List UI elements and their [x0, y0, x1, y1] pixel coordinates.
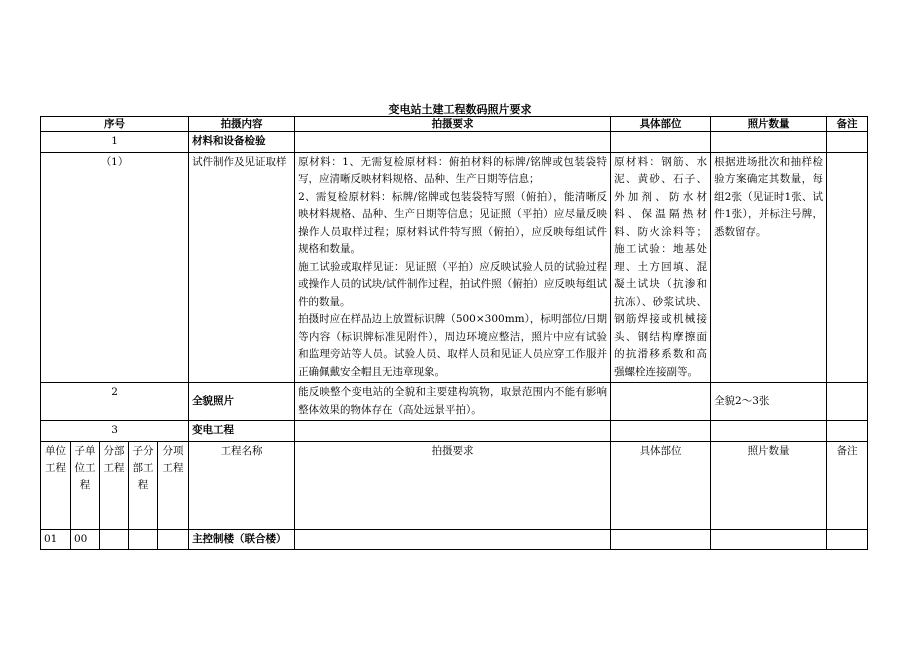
- row-remarks: [827, 152, 868, 383]
- table-header-row: [41, 117, 868, 132]
- row-unit: 01: [41, 529, 71, 550]
- sub-header-location: 具体部位: [611, 441, 711, 529]
- requirement-paragraph: 2、需复检原材料：标牌/铭牌或包装袋特写照（俯拍），能清晰反映材料规格、品种、生产日期等信息；见证照（平拍）应尽量反映操作人员取样过程；原材料试件特写照（俯拍），应反映每组试件规格和数量。: [298, 190, 608, 255]
- header-seq: 序号: [41, 117, 189, 132]
- row-requirements: [295, 421, 611, 442]
- sub-header-requirements: 拍摄要求: [295, 441, 611, 529]
- document-title: 变电站土建工程数码照片要求: [388, 103, 532, 116]
- requirement-paragraph: 拍摄时应在样品边上放置标识牌（500×300mm），标明部位/日期等内容（标识牌标准见附件），周边环境应整洁，照片中应有试验和监理旁站等人员。试验人员、取样人员和见证人员应穿工作服并正确佩戴安全帽且无违章现象。: [298, 313, 608, 378]
- sub-header-division: 分部工程: [100, 441, 129, 529]
- row-quantity: [711, 529, 827, 550]
- header-content: 拍摄内容: [189, 117, 295, 132]
- row-remarks: [827, 421, 868, 442]
- row-content: 材料和设备检验: [189, 132, 295, 153]
- sub-header-sub-unit: 子单位工程: [71, 441, 100, 529]
- row-remarks: [827, 529, 868, 550]
- table-row-1-1: [41, 152, 868, 383]
- header-location: 具体部位: [611, 117, 711, 132]
- sub-header-remarks: 备注: [827, 441, 868, 529]
- table-row-01: [41, 529, 868, 550]
- row-content: 变电工程: [189, 421, 295, 442]
- requirement-paragraph: 原材料：1、无需复检原材料：俯拍材料的标牌/铭牌或包装袋特写，应清晰反映材料规格、品种、生产日期等信息；: [298, 155, 608, 185]
- row-requirements: 能反映整个变电站的全貌和主要建构筑物，取景范围内不能有影响整体效果的物体存在（高处远景平拍）。: [295, 383, 611, 421]
- row-location: 原材料：钢筋、水泥、黄砂、石子、外加剂、防水材料、保温隔热材料、防火涂料等；施工试验：地基处理、土方回填、混凝土试块（抗渗和抗冻）、砂浆试块、钢筋焊接或机械接头、钢结构摩擦面的抗滑移系数和高强螺栓连接副等。: [611, 152, 711, 383]
- row-content: 试件制作及见证取样: [189, 152, 295, 383]
- sub-header-quantity: 照片数量: [711, 441, 827, 529]
- row-remarks: [827, 132, 868, 153]
- row-location: [611, 383, 711, 421]
- table-row-1: [41, 132, 868, 153]
- row-requirements: [295, 529, 611, 550]
- table-row-2: [41, 383, 868, 421]
- sub-header-row: [41, 441, 868, 529]
- row-seq: 1: [41, 132, 189, 153]
- row-division: [100, 529, 129, 550]
- table-row-3: [41, 421, 868, 442]
- row-quantity: [711, 421, 827, 442]
- sub-header-unit: 单位工程: [41, 441, 71, 529]
- sub-header-name: 工程名称: [189, 441, 295, 529]
- row-sub-division: [129, 529, 158, 550]
- row-quantity: 根据进场批次和抽样检验方案确定其数量，每组2张（见证时1张、试件1张），并标注号牌，悉数留存。: [711, 152, 827, 383]
- row-seq: 3: [41, 421, 189, 442]
- header-requirements: 拍摄要求: [295, 117, 611, 132]
- sub-header-sub-division: 子分部工程: [129, 441, 158, 529]
- row-quantity: 全貌2～3张: [711, 383, 827, 421]
- photo-requirements-table: [40, 116, 868, 550]
- row-item: [158, 529, 189, 550]
- row-location: [611, 529, 711, 550]
- header-remarks: 备注: [827, 117, 868, 132]
- row-requirements: [295, 132, 611, 153]
- row-seq: 2: [41, 383, 189, 421]
- row-location: [611, 132, 711, 153]
- row-quantity: [711, 132, 827, 153]
- row-location: [611, 421, 711, 442]
- row-name: 主控制楼（联合楼）: [189, 529, 295, 550]
- row-seq: （1）: [41, 152, 189, 383]
- row-content: 全貌照片: [189, 383, 295, 421]
- sub-header-item: 分项工程: [158, 441, 189, 529]
- row-requirements: [295, 152, 611, 383]
- header-quantity: 照片数量: [711, 117, 827, 132]
- row-sub-unit: 00: [71, 529, 100, 550]
- row-remarks: [827, 383, 868, 421]
- requirement-paragraph: 施工试验或取样见证：见证照（平拍）应反映试验人员的试验过程或操作人员的试块/试件制作过程，拍试件照（俯拍）应反映每组试件的数量。: [298, 260, 608, 308]
